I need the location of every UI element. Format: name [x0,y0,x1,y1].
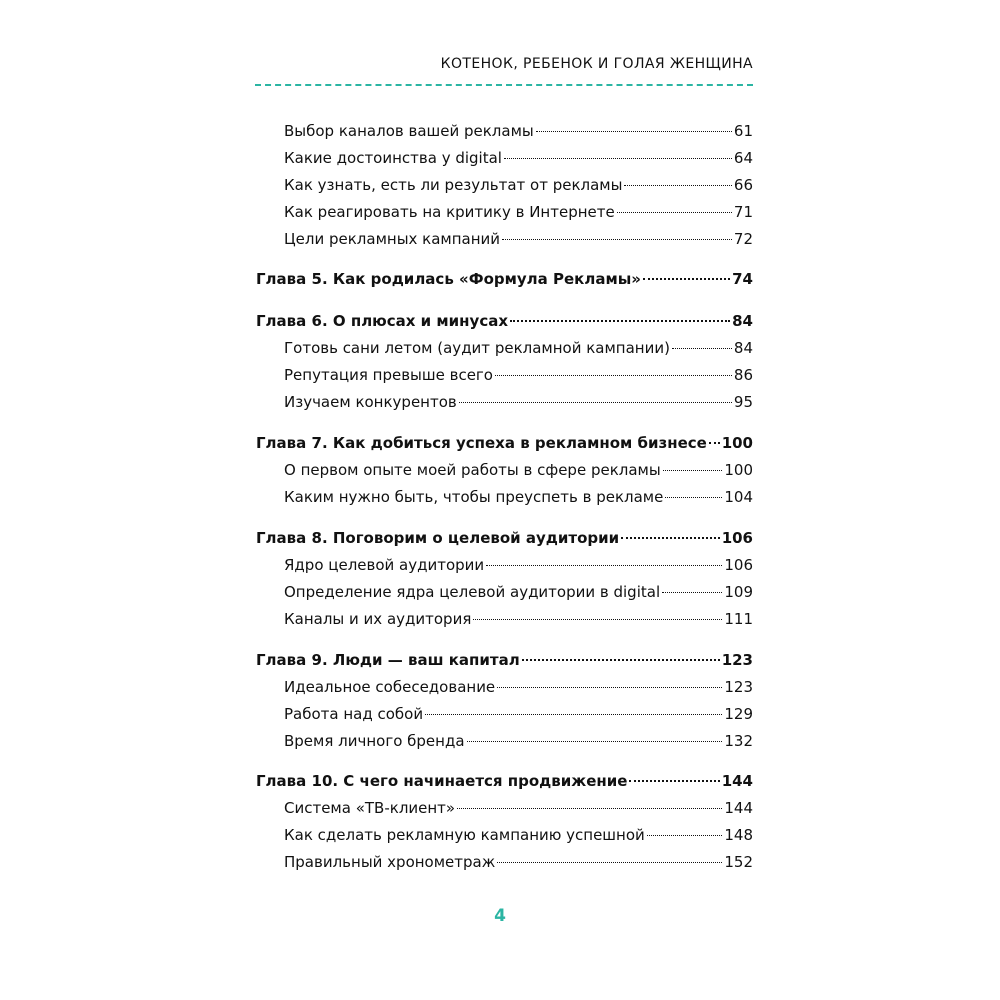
toc-entry-title: Каким нужно быть, чтобы преуспеть в рекламе [284,488,664,506]
dot-leader [617,212,732,213]
toc-entry [284,365,753,385]
dot-leader [672,348,732,349]
toc-entry-page: 111 [724,610,753,628]
running-header: КОТЕНОК, РЕБЕНОК И ГОЛАЯ ЖЕНЩИНА [440,56,753,72]
dot-leader [467,741,723,742]
dot-leader [473,619,722,620]
toc-entry [284,229,753,249]
toc-chapter-title: Глава 10. С чего начинается продвижение [256,772,628,790]
toc-entry-title: Какие достоинства у digital [284,149,502,167]
toc-entry [284,582,753,602]
toc-chapter-page: 106 [721,529,753,547]
toc-entry-page: 148 [724,826,753,844]
toc-entry [284,609,753,629]
dot-leader [647,835,723,836]
toc-chapter [256,528,753,548]
toc-entry-page: 66 [733,176,753,194]
toc-entry-page: 104 [724,488,753,506]
toc-chapter-title: Глава 6. О плюсах и минусах [256,312,509,330]
header-dashed-rule [255,84,753,86]
toc-chapter [256,269,753,289]
toc-entry-title: Правильный хронометраж [284,853,496,871]
toc-entry-page: 61 [733,122,753,140]
toc-chapter-page: 123 [721,651,753,669]
dot-leader [662,592,722,593]
dot-leader [510,320,730,322]
toc-entry [284,460,753,480]
page-number: 4 [494,906,506,926]
dot-leader [629,780,719,782]
toc-chapter-page: 74 [732,270,753,288]
toc-entry-page: 132 [724,732,753,750]
dot-leader [621,537,720,539]
toc-entry [284,852,753,872]
toc-chapter-title: Глава 7. Как добиться успеха в рекламном бизнесе [256,434,707,452]
toc-entry-page: 100 [724,461,753,479]
dot-leader [425,714,722,715]
toc-entry [284,392,753,412]
toc-chapter [256,771,753,791]
toc-entry-title: Как реагировать на критику в Интернете [284,203,615,221]
toc-entry [284,677,753,697]
dot-leader [665,497,722,498]
toc-chapter-title: Глава 8. Поговорим о целевой аудитории [256,529,620,547]
dot-leader [497,862,722,863]
toc-entry-page: 109 [724,583,753,601]
toc-entry-page: 144 [724,799,753,817]
toc-entry-title: Выбор каналов вашей рекламы [284,122,534,140]
toc-entry-page: 106 [724,556,753,574]
dot-leader [709,442,720,444]
toc-entry-title: Изучаем конкурентов [284,393,457,411]
toc-chapter-title: Глава 9. Люди — ваш капитал [256,651,520,669]
toc-chapter [256,650,753,670]
dot-leader [457,808,722,809]
dot-leader [497,687,722,688]
toc-entry-page: 84 [733,339,753,357]
dot-leader [643,278,730,280]
toc-entry [284,555,753,575]
toc-entry-title: Определение ядра целевой аудитории в digital [284,583,661,601]
dot-leader [624,185,731,186]
toc-entry [284,798,753,818]
toc-entry [284,175,753,195]
toc-entry-title: Как сделать рекламную кампанию успешной [284,826,645,844]
toc-chapter [256,311,753,331]
toc-entry-title: Репутация превыше всего [284,366,493,384]
toc-entry [284,731,753,751]
dot-leader [663,470,723,471]
toc-entry [284,487,753,507]
toc-entry-page: 72 [733,230,753,248]
dot-leader [502,239,732,240]
toc-entry-page: 152 [724,853,753,871]
toc-chapter-page: 100 [721,434,753,452]
toc-entry-title: Цели рекламных кампаний [284,230,501,248]
toc-entry-title: Ядро целевой аудитории [284,556,485,574]
toc-entry [284,121,753,141]
toc-entry-page: 64 [733,149,753,167]
dot-leader [495,375,732,376]
toc-chapter-title: Глава 5. Как родилась «Формула Рекламы» [256,270,641,288]
dot-leader [486,565,722,566]
toc-entry-title: О первом опыте моей работы в сфере рекламы [284,461,661,479]
toc-entry [284,148,753,168]
toc-chapter-page: 84 [732,312,753,330]
toc-entry-page: 123 [724,678,753,696]
toc-entry-title: Готовь сани летом (аудит рекламной кампании) [284,339,670,357]
toc-entry-page: 95 [733,393,753,411]
dot-leader [459,402,732,403]
toc-entry [284,704,753,724]
toc-chapter [256,433,753,453]
toc-entry-title: Время личного бренда [284,732,465,750]
dot-leader [536,131,732,132]
toc-entry [284,825,753,845]
toc-entry-page: 86 [733,366,753,384]
toc-entry-title: Работа над собой [284,705,424,723]
toc-entry-title: Идеальное собеседование [284,678,496,696]
toc-entry-title: Система «ТВ-клиент» [284,799,456,817]
toc-entry [284,202,753,222]
toc-entry-page: 129 [724,705,753,723]
toc-chapter-page: 144 [721,772,753,790]
toc-entry [284,338,753,358]
dot-leader [504,158,732,159]
toc-entry-title: Как узнать, есть ли результат от рекламы [284,176,623,194]
toc-entry-title: Каналы и их аудитория [284,610,472,628]
toc-entry-page: 71 [733,203,753,221]
dot-leader [522,659,720,661]
